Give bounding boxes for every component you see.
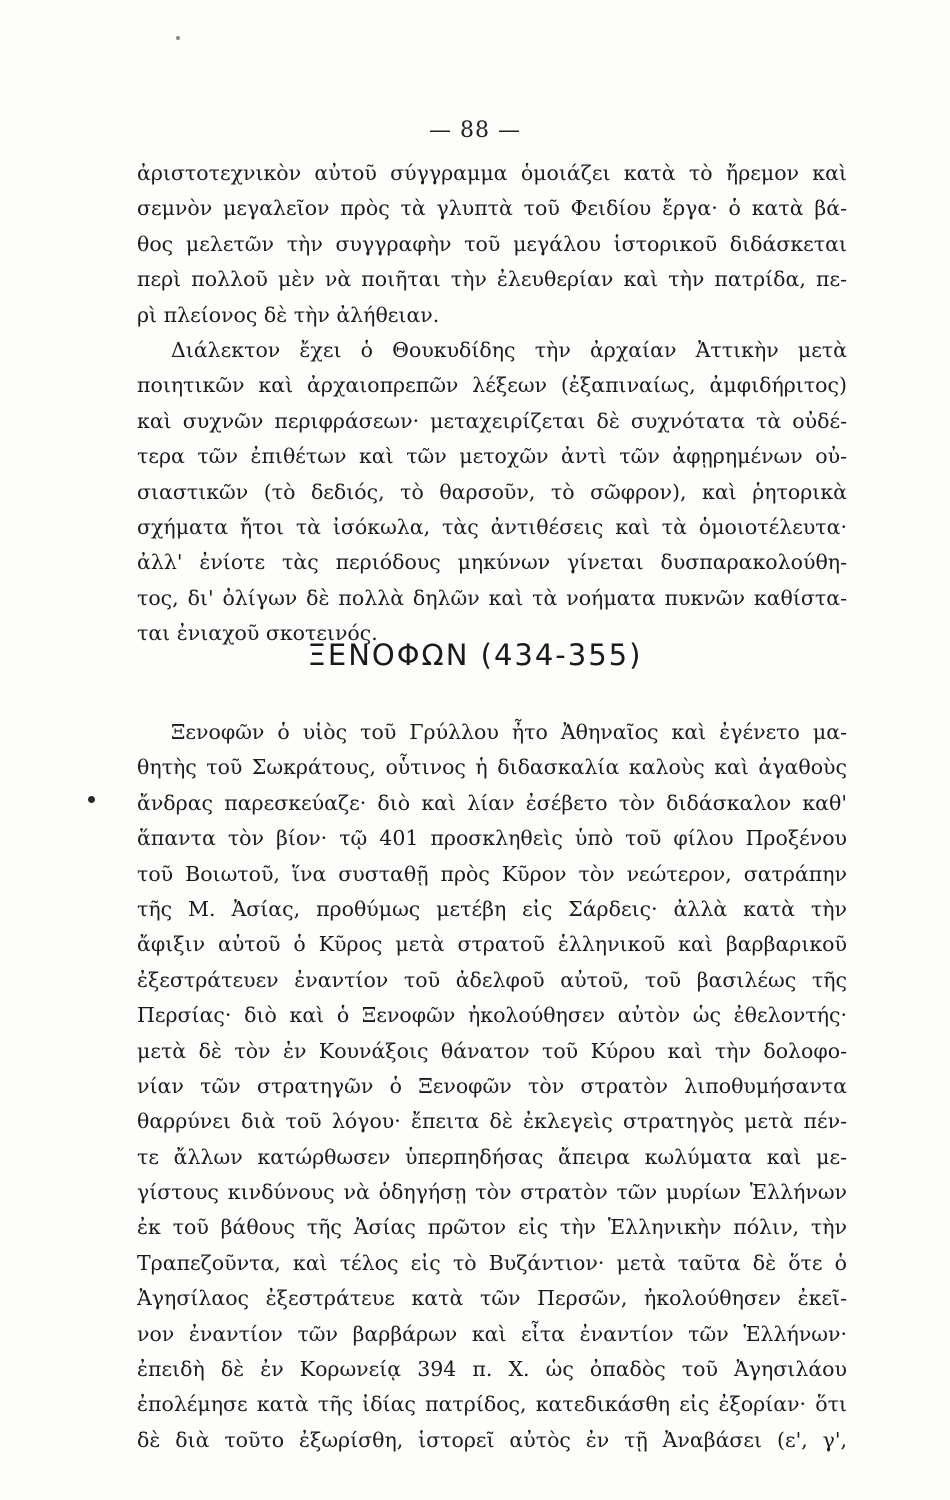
- text-line: σχήματα ἤτοι τὰ ἰσόκωλα, τὰς ἀντιθέσεις καὶ τὰ ὁμοιοτέλευτα·: [137, 514, 847, 539]
- text-line: Διάλεκτον ἔχει ὁ Θουκυδίδης τὴν ἀρχαίαν Ἀττικὴν μετὰ: [171, 337, 847, 362]
- text-line: ἄνδρας παρεσκεύαζε· διὸ καὶ λίαν ἐσέβετο τὸν διδάσκαλον καθ': [137, 790, 847, 815]
- text-line: Τραπεζοῦντα, καὶ τέλος εἰς τὸ Βυζάντιον· μετὰ ταῦτα δὲ ὅτε ὁ: [137, 1250, 847, 1275]
- text-line: γίστους κινδύνους νὰ ὁδηγήσῃ τὸν στρατὸν τῶν μυρίων Ἑλλήνων: [137, 1180, 847, 1205]
- text-line: περὶ πολλοῦ μὲν νὰ ποιῆται τὴν ἐλευθερίαν καὶ τὴν πατρίδα, πε-: [137, 267, 847, 292]
- text-line: ἐκ τοῦ βάθους τῆς Ἀσίας πρῶτον εἰς τὴν Ἑλληνικὴν πόλιν, τὴν: [137, 1215, 847, 1240]
- section-heading: ΞΕΝΟΦΩΝ (434-355): [307, 638, 643, 672]
- margin-dot: [88, 796, 95, 803]
- text-line: ἐπολέμησε κατὰ τῆς ἰδίας πατρίδος, κατεδικάσθη εἰς ἐξορίαν· ὅτι: [137, 1392, 847, 1417]
- text-line: ἅπαντα τὸν βίον· τῷ 401 προσκληθεὶς ὑπὸ τοῦ φίλου Προξένου: [137, 826, 847, 851]
- text-line: νον ἐναντίον τῶν βαρβάρων καὶ εἶτα ἐναντίον τῶν Ἑλλήνων·: [137, 1321, 847, 1346]
- text-line: τοῦ Βοιωτοῦ, ἵνα συσταθῇ πρὸς Κῦρον τὸν νεώτερον, σατράπην: [137, 861, 847, 886]
- text-line: τῆς Μ. Ἀσίας, προθύμως μετέβη εἰς Σάρδεις· ἀλλὰ κατὰ τὴν: [137, 896, 847, 921]
- text-line: δὲ διὰ τοῦτο ἐξωρίσθη, ἱστορεῖ αὐτὸς ἐν τῇ Ἀναβάσει (ε', γ',: [137, 1427, 847, 1452]
- text-line: ἀλλ' ἐνίοτε τὰς περιόδους μηκύνων γίνεται δυσπαρακολούθη-: [137, 550, 847, 575]
- text-line: νίαν τῶν στρατηγῶν ὁ Ξενοφῶν τὸν στρατὸν λιποθυμήσαντα: [137, 1073, 847, 1098]
- text-line: θος μελετῶν τὴν συγγραφὴν τοῦ μεγάλου ἱστορικοῦ διδάσκεται: [137, 231, 847, 256]
- text-line: σιαστικῶν (τὸ δεδιός, τὸ θαρσοῦν, τὸ σῶφρον), καὶ ῥητορικὰ: [137, 479, 847, 504]
- text-line: Περσίας· διὸ καὶ ὁ Ξενοφῶν ἠκολούθησεν αὐτὸν ὡς ἐθελοντής·: [137, 1003, 847, 1028]
- text-line: καὶ συχνῶν περιφράσεων· μεταχειρίζεται δὲ συχνότατα τὰ οὐδέ-: [137, 408, 847, 433]
- paper-speck: [176, 36, 180, 40]
- text-line: ποιητικῶν καὶ ἀρχαιοπρεπῶν λέξεων (ἐξαπιναίως, ἀμφιδήριτος): [137, 373, 847, 398]
- text-line: τος, δι' ὀλίγων δὲ πολλὰ δηλῶν καὶ τὰ νοήματα πυκνῶν καθίστα-: [137, 585, 847, 610]
- text-line: Ἀγησίλαος ἐξεστράτευε κατὰ τῶν Περσῶν, ἠκολούθησεν ἐκεῖ-: [137, 1286, 847, 1311]
- text-line: ἄφιξιν αὐτοῦ ὁ Κῦρος μετὰ στρατοῦ ἑλληνικοῦ καὶ βαρβαρικοῦ: [137, 932, 847, 957]
- text-line: σεμνὸν μεγαλεῖον πρὸς τὰ γλυπτὰ τοῦ Φειδίου ἔργα· ὁ κατὰ βά-: [137, 196, 847, 221]
- text-block-thucydides: [137, 156, 847, 651]
- text-line: θαρρύνει διὰ τοῦ λόγου· ἔπειτα δὲ ἐκλεγεὶς στρατηγὸς μετὰ πέν-: [137, 1109, 847, 1134]
- page-number: — 88 —: [429, 118, 521, 143]
- text-line: μετὰ δὲ τὸν ἐν Κουνάξοις θάνατον τοῦ Κύρου καὶ τὴν δολοφο-: [137, 1038, 847, 1063]
- text-line: Ξενοφῶν ὁ υἱὸς τοῦ Γρύλλου ἦτο Ἀθηναῖος καὶ ἐγένετο μα-: [171, 720, 847, 744]
- text-line: ται ἐνιαχοῦ σκοτεινός.: [137, 621, 378, 646]
- text-line: ρὶ πλείονος δὲ τὴν ἀλήθειαν.: [137, 302, 440, 327]
- text-line: ἀριστοτεχνικὸν αὐτοῦ σύγγραμμα ὁμοιάζει κατὰ τὸ ἤρεμον καὶ: [137, 161, 847, 185]
- text-block-xenophon: [137, 715, 847, 1458]
- text-line: θητὴς τοῦ Σωκράτους, οὗτινος ἡ διδασκαλία καλοὺς καὶ ἀγαθοὺς: [137, 755, 847, 780]
- text-line: τερα τῶν ἐπιθέτων καὶ τῶν μετοχῶν ἀντὶ τῶν ἀφῃρημένων οὐ-: [137, 444, 847, 469]
- text-line: ἐξεστράτευεν ἐναντίον τοῦ ἀδελφοῦ αὐτοῦ, τοῦ βασιλέως τῆς: [137, 967, 847, 992]
- text-line: τε ἄλλων κατώρθωσεν ὑπερπηδήσας ἄπειρα κωλύματα καὶ με-: [137, 1144, 847, 1169]
- text-line: ἐπειδὴ δὲ ἐν Κορωνείᾳ 394 π. Χ. ὡς ὀπαδὸς τοῦ Ἀγησιλάου: [137, 1357, 847, 1382]
